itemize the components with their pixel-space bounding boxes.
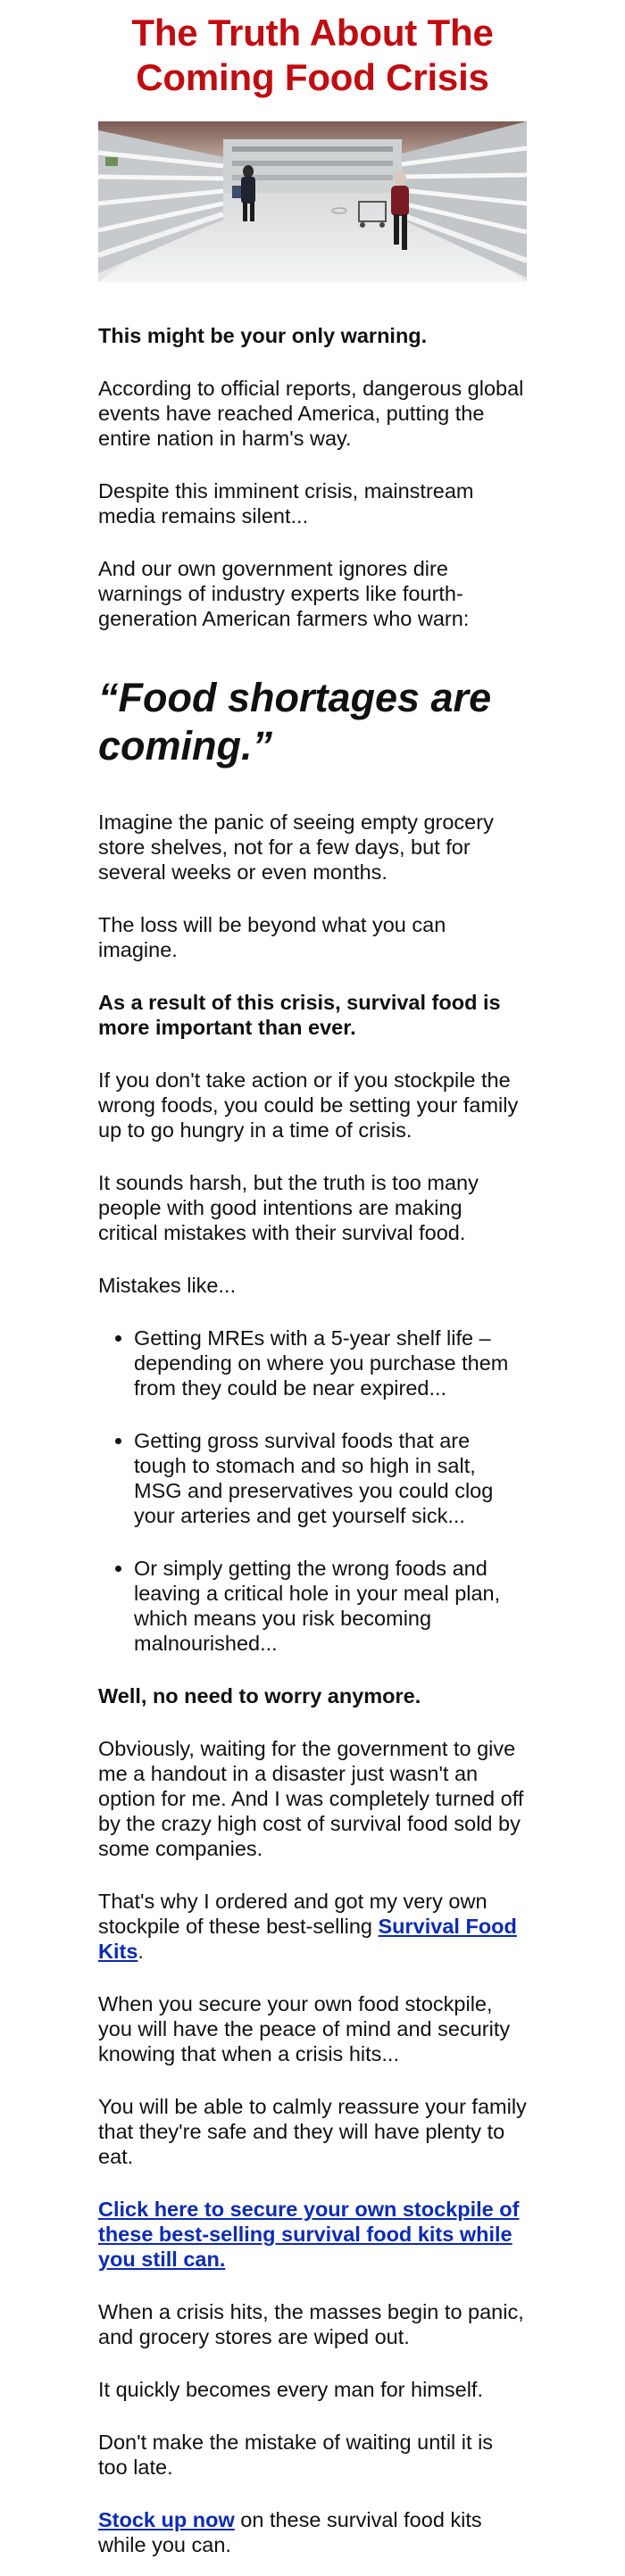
cta-paragraph: [98, 2197, 527, 2272]
every-man-paragraph: It quickly becomes every man for himself.: [98, 2378, 483, 2401]
list-item: • Getting gross survival foods that are tough to stomach and so high in salt, MSG and preservatives you could clog your arteries and get yourself sick...: [134, 1428, 527, 1528]
article: [98, 0, 527, 2557]
farmers-warning-paragraph: And our own government ignores dire warnings of industry experts like fourth-generation American farmers who warn:: [98, 557, 470, 630]
importance-statement: As a result of this crisis, survival food is more important than ever.: [98, 991, 501, 1039]
secure-stockpile-link[interactable]: Click here to secure your own stockpile of these best-selling survival food kits while you still can.: [98, 2198, 520, 2271]
reassure-family-paragraph: You will be able to calmly reassure your family that they're safe and they will have plenty to eat.: [98, 2095, 527, 2168]
government-paragraph: Obviously, waiting for the government to give me a handout in a disaster just wasn't an option for me. And I was completely turned off by the crazy high cost of survival food sold by some companies.: [98, 1737, 524, 1860]
mistakes-intro: Mistakes like...: [98, 1274, 237, 1297]
pull-quote: “Food shortages are coming.”: [98, 675, 492, 769]
empty-shelves-photo: [98, 121, 527, 282]
page-title: The Truth About The Coming Food Crisis: [131, 12, 494, 98]
stock-up-paragraph: Stock up now on these survival food kits while you can.: [98, 2508, 482, 2556]
action-paragraph: If you don't take action or if you stockpile the wrong foods, you could be setting your family up to go hungry in a time of crisis.: [98, 1068, 519, 1142]
peace-of-mind-paragraph: When you secure your own food stockpile, you will have the peace of mind and security knowing that when a crisis hits...: [98, 1992, 511, 2065]
stockpile-paragraph: That's why I ordered and got my very own stockpile of these best-selling Survival Food Kits.: [98, 1890, 517, 1963]
dont-wait-paragraph: Don't make the mistake of waiting until it is too late.: [98, 2431, 494, 2479]
media-silence-paragraph: Despite this imminent crisis, mainstream media remains silent...: [98, 479, 474, 528]
mistakes-list: [98, 1325, 527, 1656]
stock-up-now-link[interactable]: Stock up now: [98, 2508, 235, 2531]
intro-paragraph: According to official reports, dangerous global events have reached America, putting the entire nation in harm's way.: [98, 377, 524, 450]
no-worry-statement: Well, no need to worry anymore.: [98, 1684, 421, 1708]
list-item: • Getting MREs with a 5-year shelf life – depending on where you purchase them from they could be near expired...: [134, 1325, 527, 1400]
crisis-hits-paragraph: When a crisis hits, the masses begin to panic, and grocery stores are wiped out.: [98, 2300, 524, 2348]
empty-shelves-paragraph: Imagine the panic of seeing empty grocery store shelves, not for a few days, but for several weeks or even months.: [98, 810, 494, 884]
harsh-truth-paragraph: It sounds harsh, but the truth is too many people with good intentions are making critical mistakes with their survival food.: [98, 1171, 479, 1244]
loss-paragraph: The loss will be beyond what you can imagine.: [98, 913, 446, 961]
survival-food-kits-link[interactable]: Survival Food Kits: [98, 1915, 517, 1963]
empty-grocery-shelves-photo-icon: [98, 121, 527, 282]
warning-text: This might be your only warning.: [98, 324, 428, 347]
list-item: • Or simply getting the wrong foods and leaving a critical hole in your meal plan, which means you risk becoming malnourished...: [134, 1556, 527, 1656]
